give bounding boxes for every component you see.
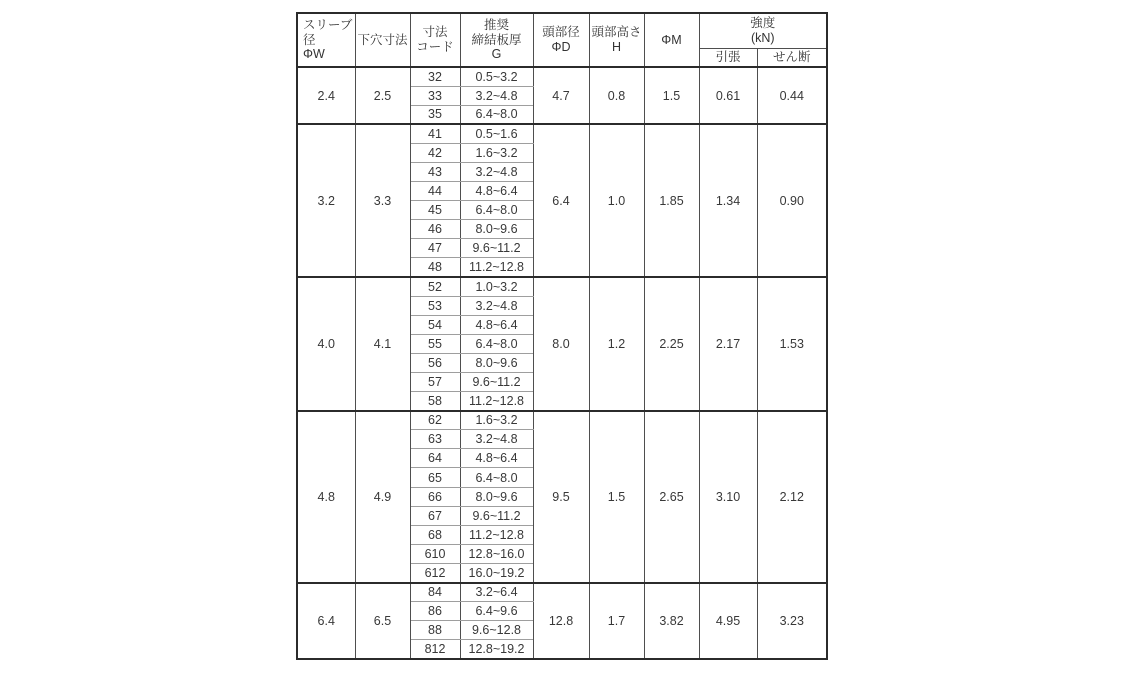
table-row	[297, 583, 827, 602]
cell-thickness-range: 1.6~3.2	[460, 411, 533, 430]
header-strength	[699, 13, 827, 48]
table-row	[297, 411, 827, 430]
cell-pilot-hole: 3.3	[355, 124, 410, 277]
cell-thickness-range: 6.4~8.0	[460, 334, 533, 353]
cell-thickness-range: 1.6~3.2	[460, 143, 533, 162]
cell-thickness-range: 4.8~6.4	[460, 449, 533, 468]
group-sleeve-4-8	[297, 411, 827, 583]
cell-size-code: 33	[410, 86, 460, 105]
header-pilot-hole: 下穴寸法	[355, 13, 410, 67]
header-sleeve-dia	[297, 13, 355, 67]
cell-size-code: 41	[410, 124, 460, 143]
cell-thickness-range: 6.4~8.0	[460, 201, 533, 220]
cell-size-code: 43	[410, 162, 460, 181]
cell-thickness-range: 3.2~4.8	[460, 162, 533, 181]
cell-size-code: 68	[410, 525, 460, 544]
cell-size-code: 58	[410, 392, 460, 411]
header-sleeve-dia-line3: ΦW	[303, 47, 325, 62]
cell-thickness-range: 3.2~4.8	[460, 86, 533, 105]
cell-size-code: 48	[410, 258, 460, 277]
header-head-height-line2: H	[611, 40, 622, 54]
cell-thickness-range: 9.6~11.2	[460, 373, 533, 392]
cell-size-code: 46	[410, 220, 460, 239]
cell-size-code: 56	[410, 353, 460, 372]
cell-size-code: 32	[410, 67, 460, 86]
cell-thickness-range: 3.2~4.8	[460, 296, 533, 315]
header-row-main	[297, 13, 827, 48]
cell-size-code: 35	[410, 105, 460, 124]
cell-head-dia: 8.0	[533, 277, 589, 411]
header-size-code-line2: コード	[416, 40, 454, 54]
cell-sleeve-dia: 4.0	[297, 277, 355, 411]
cell-thickness-range: 9.6~11.2	[460, 239, 533, 258]
cell-thickness-range: 12.8~16.0	[460, 544, 533, 563]
group-sleeve-2-4	[297, 67, 827, 124]
cell-size-code: 53	[410, 296, 460, 315]
cell-thickness-range: 4.8~6.4	[460, 315, 533, 334]
cell-phi-m: 1.5	[644, 67, 699, 124]
header-plate-thickness-line1: 推奨	[483, 17, 509, 32]
cell-thickness-range: 6.4~8.0	[460, 468, 533, 487]
cell-shear: 0.44	[757, 67, 827, 124]
cell-head-dia: 4.7	[533, 67, 589, 124]
cell-size-code: 62	[410, 411, 460, 430]
cell-thickness-range: 8.0~9.6	[460, 220, 533, 239]
cell-head-dia: 9.5	[533, 411, 589, 583]
header-head-height	[589, 13, 644, 67]
cell-thickness-range: 11.2~12.8	[460, 258, 533, 277]
cell-shear: 0.90	[757, 124, 827, 277]
header-phi-m: ΦM	[644, 13, 699, 67]
cell-shear: 1.53	[757, 277, 827, 411]
header-sleeve-dia-line2: 径	[303, 32, 316, 47]
cell-size-code: 86	[410, 602, 460, 621]
header-plate-thickness-line3: G	[491, 47, 502, 62]
header-tension: 引張	[699, 48, 757, 67]
cell-size-code: 57	[410, 373, 460, 392]
cell-phi-m: 2.25	[644, 277, 699, 411]
cell-tension: 4.95	[699, 583, 757, 659]
cell-phi-m: 2.65	[644, 411, 699, 583]
cell-phi-m: 3.82	[644, 583, 699, 659]
table-header	[297, 13, 827, 67]
cell-thickness-range: 16.0~19.2	[460, 563, 533, 582]
cell-size-code: 54	[410, 315, 460, 334]
cell-size-code: 47	[410, 239, 460, 258]
cell-thickness-range: 0.5~3.2	[460, 67, 533, 86]
cell-size-code: 45	[410, 201, 460, 220]
header-sleeve-dia-line1: スリーブ	[303, 17, 353, 32]
header-head-dia	[533, 13, 589, 67]
cell-phi-m: 1.85	[644, 124, 699, 277]
cell-size-code: 88	[410, 621, 460, 640]
cell-tension: 2.17	[699, 277, 757, 411]
cell-sleeve-dia: 4.8	[297, 411, 355, 583]
cell-sleeve-dia: 3.2	[297, 124, 355, 277]
header-head-height-line1: 頭部高さ	[591, 25, 642, 40]
cell-thickness-range: 11.2~12.8	[460, 392, 533, 411]
cell-size-code: 610	[410, 544, 460, 563]
table-row	[297, 67, 827, 86]
cell-head-height: 1.5	[589, 411, 644, 583]
group-sleeve-6-4	[297, 583, 827, 659]
header-strength-line1: 強度	[750, 16, 776, 30]
spec-table	[296, 12, 828, 660]
cell-head-dia: 6.4	[533, 124, 589, 277]
cell-size-code: 52	[410, 277, 460, 296]
cell-head-height: 1.7	[589, 583, 644, 659]
group-sleeve-4-0	[297, 277, 827, 411]
cell-size-code: 64	[410, 449, 460, 468]
cell-size-code: 84	[410, 583, 460, 602]
cell-thickness-range: 12.8~19.2	[460, 640, 533, 659]
header-size-code	[410, 13, 460, 67]
table-row	[297, 277, 827, 296]
cell-thickness-range: 9.6~11.2	[460, 506, 533, 525]
cell-thickness-range: 1.0~3.2	[460, 277, 533, 296]
header-size-code-line1: 寸法	[422, 25, 448, 40]
cell-size-code: 612	[410, 563, 460, 582]
table-row	[297, 124, 827, 143]
header-shear: せん断	[757, 48, 827, 67]
cell-thickness-range: 11.2~12.8	[460, 525, 533, 544]
cell-sleeve-dia: 2.4	[297, 67, 355, 124]
cell-thickness-range: 6.4~8.0	[460, 105, 533, 124]
cell-pilot-hole: 4.9	[355, 411, 410, 583]
cell-thickness-range: 0.5~1.6	[460, 124, 533, 143]
cell-thickness-range: 8.0~9.6	[460, 487, 533, 506]
cell-head-height: 1.0	[589, 124, 644, 277]
header-plate-thickness	[460, 13, 533, 67]
cell-size-code: 55	[410, 334, 460, 353]
header-head-dia-line2: ΦD	[551, 40, 571, 54]
cell-shear: 3.23	[757, 583, 827, 659]
cell-sleeve-dia: 6.4	[297, 583, 355, 659]
cell-thickness-range: 6.4~9.6	[460, 602, 533, 621]
cell-pilot-hole: 6.5	[355, 583, 410, 659]
header-head-dia-line1: 頭部径	[542, 25, 580, 40]
cell-pilot-hole: 2.5	[355, 67, 410, 124]
cell-thickness-range: 4.8~6.4	[460, 182, 533, 201]
cell-size-code: 812	[410, 640, 460, 659]
cell-head-height: 0.8	[589, 67, 644, 124]
cell-size-code: 63	[410, 430, 460, 449]
cell-tension: 3.10	[699, 411, 757, 583]
cell-size-code: 66	[410, 487, 460, 506]
cell-tension: 0.61	[699, 67, 757, 124]
cell-thickness-range: 3.2~6.4	[460, 583, 533, 602]
cell-thickness-range: 9.6~12.8	[460, 621, 533, 640]
cell-size-code: 65	[410, 468, 460, 487]
cell-size-code: 42	[410, 143, 460, 162]
cell-tension: 1.34	[699, 124, 757, 277]
cell-thickness-range: 8.0~9.6	[460, 353, 533, 372]
cell-head-height: 1.2	[589, 277, 644, 411]
cell-shear: 2.12	[757, 411, 827, 583]
header-strength-line2: (kN)	[750, 30, 775, 45]
cell-size-code: 44	[410, 182, 460, 201]
group-sleeve-3-2	[297, 124, 827, 277]
cell-thickness-range: 3.2~4.8	[460, 430, 533, 449]
cell-size-code: 67	[410, 506, 460, 525]
header-plate-thickness-line2: 締結板厚	[471, 32, 522, 47]
cell-head-dia: 12.8	[533, 583, 589, 659]
spec-table-container	[296, 12, 828, 660]
cell-pilot-hole: 4.1	[355, 277, 410, 411]
